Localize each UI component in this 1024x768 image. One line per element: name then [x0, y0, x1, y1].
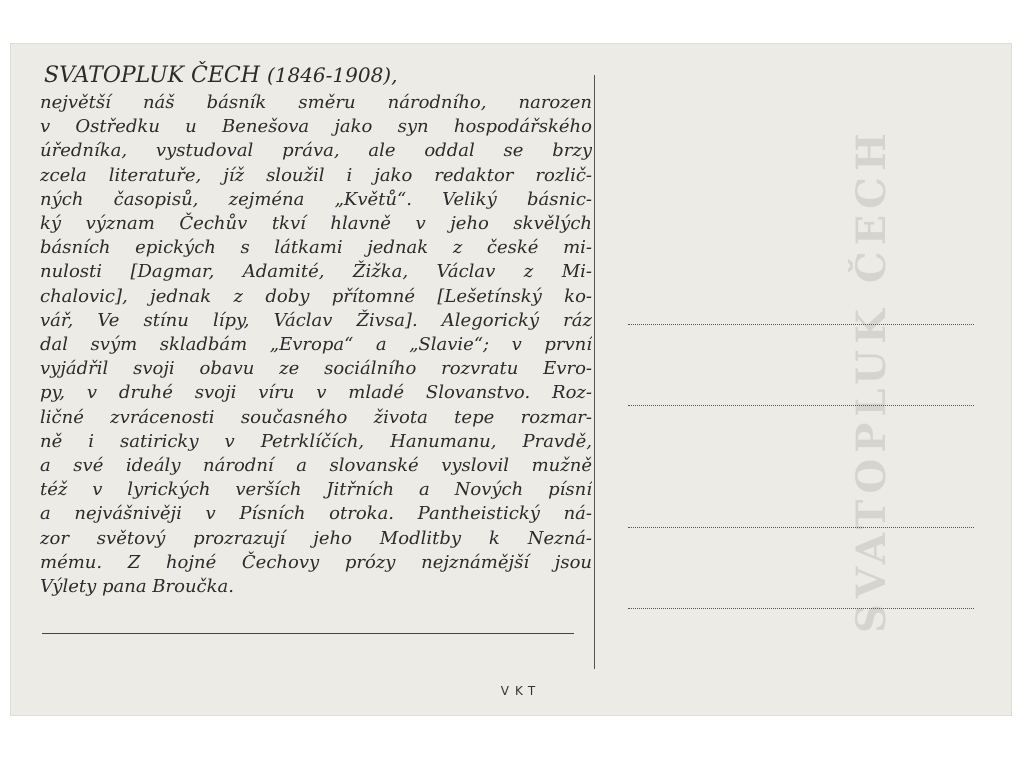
biography-line: ných časopisů, zejména „Květů“. Veliký básnic- — [40, 188, 592, 210]
biography-line: vář, Ve stínu lípy, Václav Živsa]. Alegorický ráz — [40, 309, 592, 331]
address-line-2 — [628, 405, 974, 406]
poet-heading — [44, 63, 397, 88]
publisher-mark: VKT — [500, 684, 542, 698]
poet-years: (1846-1908), — [266, 63, 398, 87]
biography-line: nulosti [Dagmar, Adamité, Žižka, Václav z Mi- — [40, 261, 592, 283]
address-line-4 — [628, 608, 974, 609]
text-underline-rule — [42, 633, 574, 634]
biography-line: mému. Z hojné Čechovy prózy nejznámější jsou — [40, 551, 592, 573]
bleed-through-text: SVATOPLUK ČECH — [848, 127, 895, 633]
biography-line: úředníka, vystudoval práva, ale oddal se brzy — [40, 140, 592, 162]
biography-line: zor světový prozrazují jeho Modlitby k Nezná- — [40, 527, 592, 549]
biography-line: py, v druhé svoji víru v mladé Slovanstvo. Roz- — [40, 382, 592, 404]
biography-line: Výlety pana Broučka. — [40, 576, 234, 598]
biography-line: vyjádřil svoji obavu ze sociálního rozvratu Evro- — [40, 358, 592, 380]
biography-line: též v lyrických verších Jitřních a Nových písní — [40, 479, 592, 501]
biography-line: největší náš básník směru národního, narozen — [40, 92, 592, 113]
address-line-3 — [628, 527, 974, 528]
poet-name: SVATOPLUK ČECH — [44, 63, 260, 88]
biography-line: ně i satiricky v Petrklíčích, Hanumanu, Pravdě, — [40, 430, 592, 452]
center-divider — [594, 75, 595, 669]
biography-line: zcela literatuře, jíž sloužil i jako redaktor rozlič- — [40, 164, 592, 186]
biography-line: básních epických s látkami jednak z české mi- — [40, 237, 592, 259]
biography-line: dal svým skladbám „Evropa“ a „Slavie“; v první — [40, 334, 592, 356]
biography-line: v Ostředku u Benešova jako syn hospodářského — [40, 116, 592, 138]
postcard-back — [10, 43, 1012, 716]
biography-text — [40, 91, 592, 599]
address-line-1 — [628, 324, 974, 325]
biography-line: a své ideály národní a slovanské vyslovil mužně — [40, 455, 592, 477]
biography-line: chalovic], jednak z doby přítomné [Lešetínský ko- — [40, 285, 592, 307]
biography-line: ličné zvrácenosti současného života tepe rozmar- — [40, 406, 592, 428]
biography-line: ký význam Čechův tkví hlavně v jeho skvělých — [40, 213, 592, 235]
biography-line: a nejvášnivěji v Písních otroka. Pantheistický ná- — [40, 503, 592, 525]
